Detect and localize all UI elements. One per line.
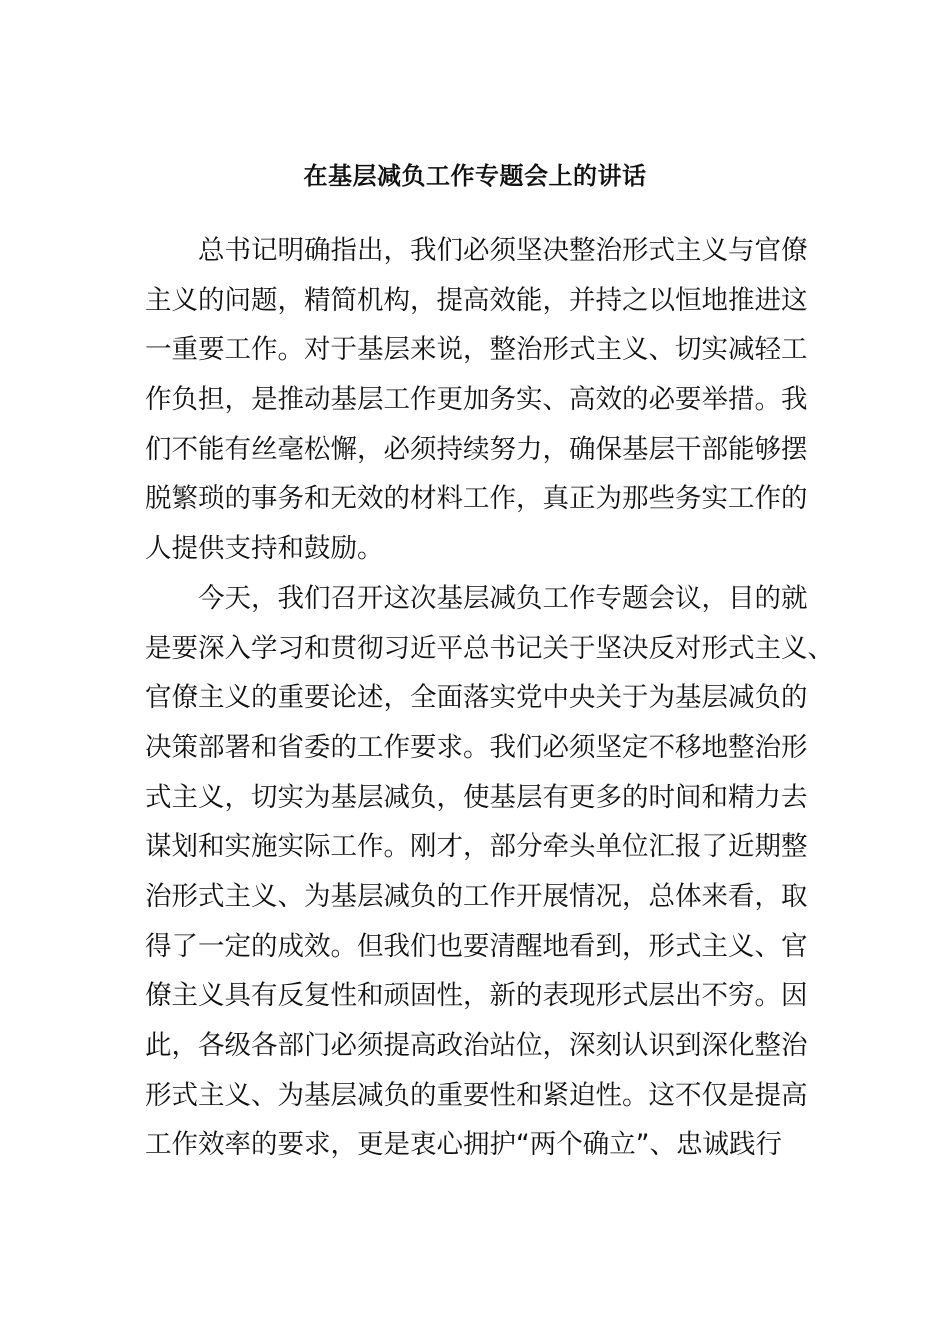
paragraph-2-line-5: 式主义，切实为基层减负，使基层有更多的时间和精力去 xyxy=(145,781,808,813)
document-title: 在基层减负工作专题会上的讲话 xyxy=(303,162,647,190)
paragraph-1-line-6: 脱繁琐的事务和无效的材料工作，真正为那些务实工作的 xyxy=(145,483,808,515)
paragraph-2-line-8: 得了一定的成效。但我们也要清醒地看到，形式主义、官 xyxy=(145,930,808,962)
paragraph-2-line-10: 此，各级各部门必须提高政治站位，深刻认识到深化整治 xyxy=(145,1030,808,1061)
paragraph-1-line-7: 人提供支持和鼓励。 xyxy=(145,533,384,565)
paragraph-2-line-6: 谋划和实施实际工作。刚才，部分牵头单位汇报了近期整 xyxy=(145,831,808,863)
paragraph-2-line-3: 官僚主义的重要论述，全面落实党中央关于为基层减负的 xyxy=(145,682,808,714)
paragraph-2-line-11: 形式主义、为基层减负的重要性和紧迫性。这不仅是提高 xyxy=(145,1079,808,1111)
paragraph-1-line-4: 作负担，是推动基层工作更加务实、高效的必要举措。我 xyxy=(145,384,808,416)
paragraph-2-line-2: 是要深入学习和贯彻习近平总书记关于坚决反对形式主义、 xyxy=(145,632,834,664)
paragraph-2-line-4: 决策部署和省委的工作要求。我们必须坚定不移地整治形 xyxy=(145,731,808,763)
paragraph-1-line-5: 们不能有丝毫松懈，必须持续努力，确保基层干部能够摆 xyxy=(145,433,808,465)
paragraph-1-line-3: 一重要工作。对于基层来说，整治形式主义、切实减轻工 xyxy=(145,334,808,366)
paragraph-2-line-9: 僚主义具有反复性和顽固性，新的表现形式层出不穷。因 xyxy=(145,980,808,1012)
paragraph-2-line-1: 今天，我们召开这次基层减负工作专题会议，目的就 xyxy=(198,582,808,614)
paragraph-1-line-1: 总书记明确指出，我们必须坚决整治形式主义与官僚 xyxy=(198,235,808,266)
paragraph-2-line-7: 治形式主义、为基层减负的工作开展情况，总体来看，取 xyxy=(145,880,808,912)
document-body xyxy=(145,226,834,1170)
paragraph-1-line-2: 主义的问题，精简机构，提高效能，并持之以恒地推进这 xyxy=(145,284,808,316)
paragraph-2-line-12: 工作效率的要求，更是衷心拥护“两个确立”、忠诚践行 xyxy=(145,1129,782,1161)
